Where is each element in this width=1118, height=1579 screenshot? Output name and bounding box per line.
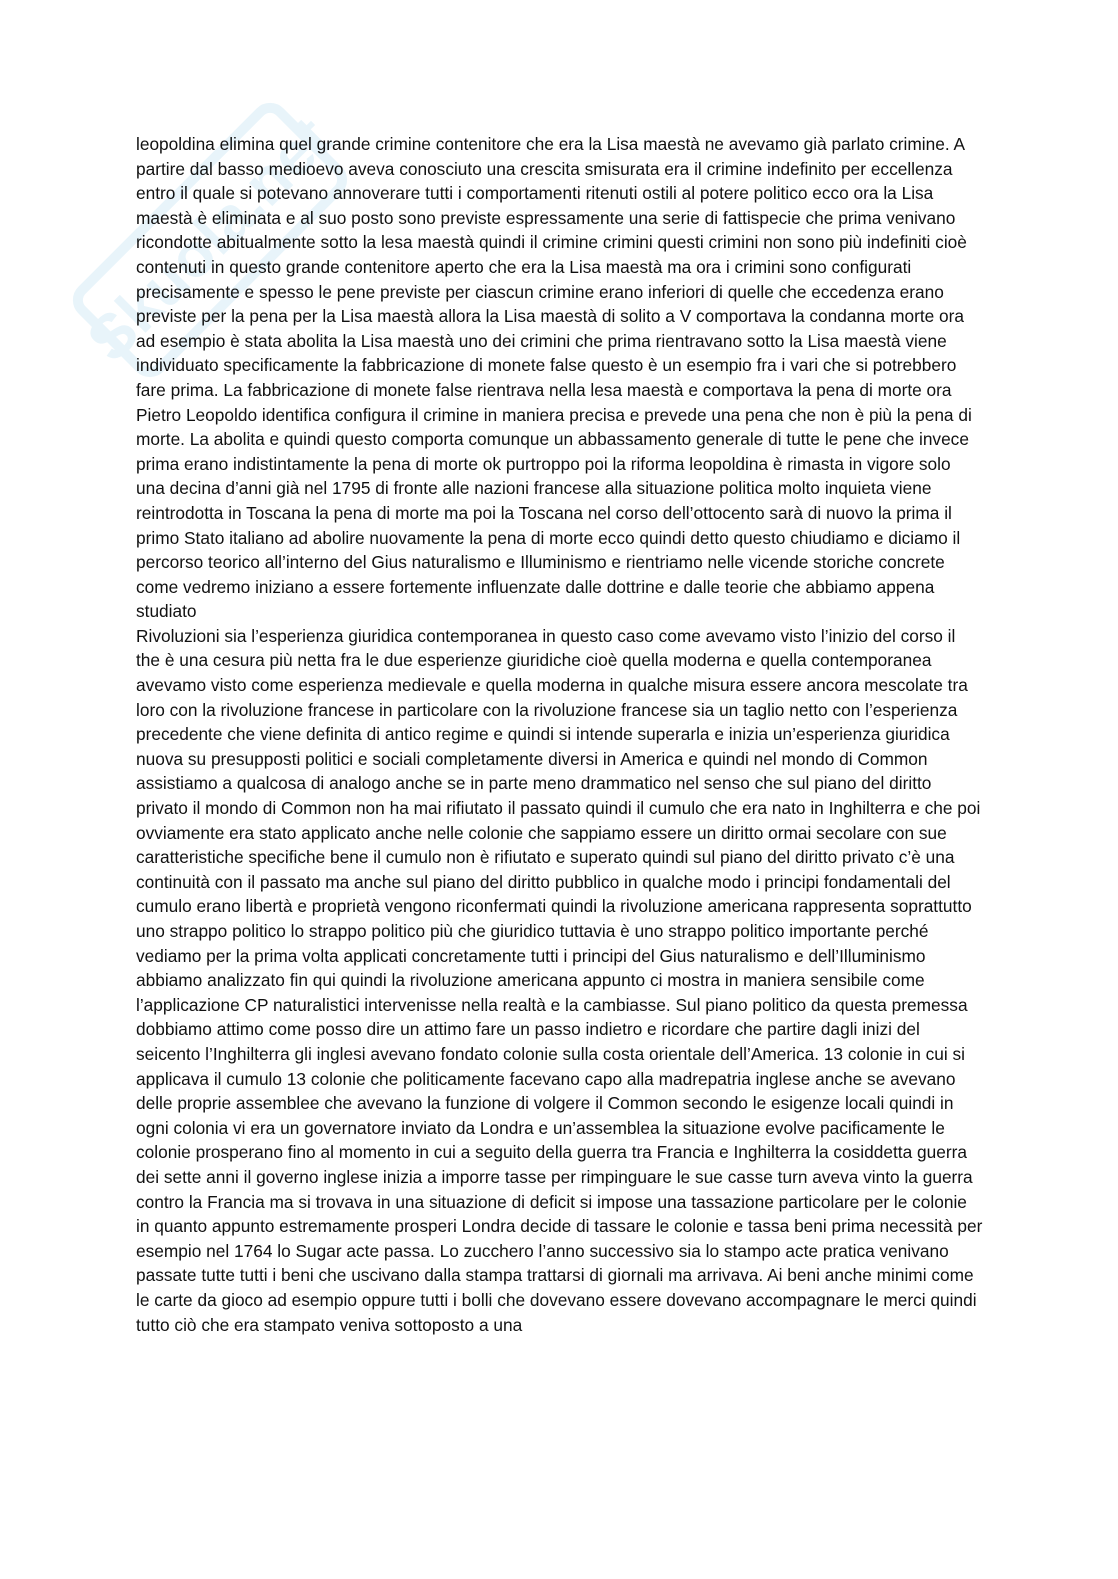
document-body [136, 132, 984, 1337]
watermark-text: Skuola.net [74, 104, 345, 375]
paragraph-2: Rivoluzioni sia l’esperienza giuridica contemporanea in questo caso come avevamo visto l’inizio del corso il the è una cesura più netta fra le due esperienze giuridiche cioè quella moderna e quella contemporanea avevamo visto come esperienza medievale e quella moderna in qualche misura essere ancora mescolate tra loro con la rivoluzione francese in particolare con la rivoluzione francese sia un taglio netto con l’esperienza precedente che viene definita di antico regime e quindi si intende superarla e inizia un’esperienza giuridica nuova su presupposti politici e sociali completamente diversi in America e quindi nel mondo di Common assistiamo a qualcosa di analogo anche se in parte meno drammatico nel senso che sul piano del diritto privato il mondo di Common non ha mai rifiutato il passato quindi il cumulo che era nato in Inghilterra e che poi ovviamente era stato applicato anche nelle colonie che sappiamo essere un diritto ormai secolare con sue caratteristiche specifiche bene il cumulo non è rifiutato e superato quindi sul piano del diritto privato c’è una continuità con il passato ma anche sul piano del diritto pubblico in qualche modo i principi fondamentali del cumulo erano libertà e proprietà vengono riconfermati quindi la rivoluzione americana rappresenta soprattutto uno strappo politico lo strappo politico più che giuridico tuttavia è uno strappo politico importante perché vediamo per la prima volta applicati concretamente tutti i principi del Gius naturalismo e dell’Illuminismo abbiamo analizzato fin qui quindi la rivoluzione americana appunto ci mostra in maniera sensibile come l’applicazione CP naturalistici intervenisse nella realtà e la cambiasse. Sul piano politico da questa premessa dobbiamo attimo come posso dire un attimo fare un passo indietro e ricordare che partire dagli inizi del seicento l’Inghilterra gli inglesi avevano fondato colonie sulla costa orientale dell’America. 13 colonie in cui si applicava il cumulo 13 colonie che politicamente facevano capo alla madrepatria inglese anche se avevano delle proprie assemblee che avevano la funzione di volgere il Common secondo le esigenze locali quindi in ogni colonia vi era un governatore inviato da Londra e un’assemblea la situazione evolve pacificamente le colonie prosperano fino al momento in cui a seguito della guerra tra Francia e Inghilterra la cosiddetta guerra dei sette anni il governo inglese inizia a imporre tasse per rimpinguare le sue casse turn aveva vinto la guerra contro la Francia ma si trovava in una situazione di deficit si impose una tassazione particolare per le colonie in quanto appunto estremamente prosperi Londra decide di tassare le colonie e tassa beni prima necessità per esempio nel 1764 lo Sugar acte passa. Lo zucchero l’anno successivo sia lo stampo acte pratica venivano passate tutte tutti i beni che uscivano dalla stampa trattarsi di giornali ma arrivava. Ai beni anche minimi come le carte da gioco ad esempio oppure tutti i bolli che dovevano essere dovevano accompagnare le merci quindi tutto ciò che era stampato veniva sottoposto a una [136, 625, 983, 1335]
paragraph-1: leopoldina elimina quel grande crimine contenitore che era la Lisa maestà ne avevamo già parlato crimine. A partire dal basso medioevo aveva conosciuto una crescita smisurata era il crimine indefinito per eccellenza entro il quale si potevano annoverare tutti i comportamenti ritenuti ostili al potere politico ecco ora la Lisa maestà è eliminata e al suo posto sono previste espressamente una serie di fattispecie che prima venivano ricondotte abitualmente sotto la lesa maestà quindi il crimine crimini questi crimini non sono più indefiniti cioè contenuti in questo grande contenitore aperto che era la Lisa maestà ma ora i crimini sono configurati precisamente e spesso le pene previste per ciascun crimine erano inferiori di quelle che eccedenza erano previste per la pena per la Lisa maestà allora la Lisa maestà di solito a V comportava la condanna morte ora ad esempio è stata abolita la Lisa maestà uno dei crimini che prima rientravano sotto la Lisa maestà viene individuato specificamente la fabbricazione di monete false questo è un esempio fra i vari che si potrebbero fare prima. La fabbricazione di monete false rientrava nella lesa maestà e comportava la pena di morte ora Pietro Leopoldo identifica configura il crimine in maniera precisa e prevede una pena che non è più la pena di morte. La abolita e quindi questo comporta comunque un abbassamento generale di tutte le pene che invece prima erano indistintamente la pena di morte ok purtroppo poi la riforma leopoldina è rimasta in vigore solo una decina d’anni già nel 1795 di fronte alle nazioni francese alla situazione politica molto inquieta viene reintrodotta in Toscana la pena di morte ma poi la Toscana nel corso dell’ottocento sarà di nuovo la prima il primo Stato italiano ad abolire nuovamente la pena di morte ecco quindi detto questo chiudiamo e diciamo il percorso teorico all’interno del Gius naturalismo e Illuminismo e rientriamo nelle vicende storiche concrete come vedremo iniziano a essere fortemente influenzate dalle dottrine e dalle teorie che abbiamo appena studiato [136, 134, 972, 622]
